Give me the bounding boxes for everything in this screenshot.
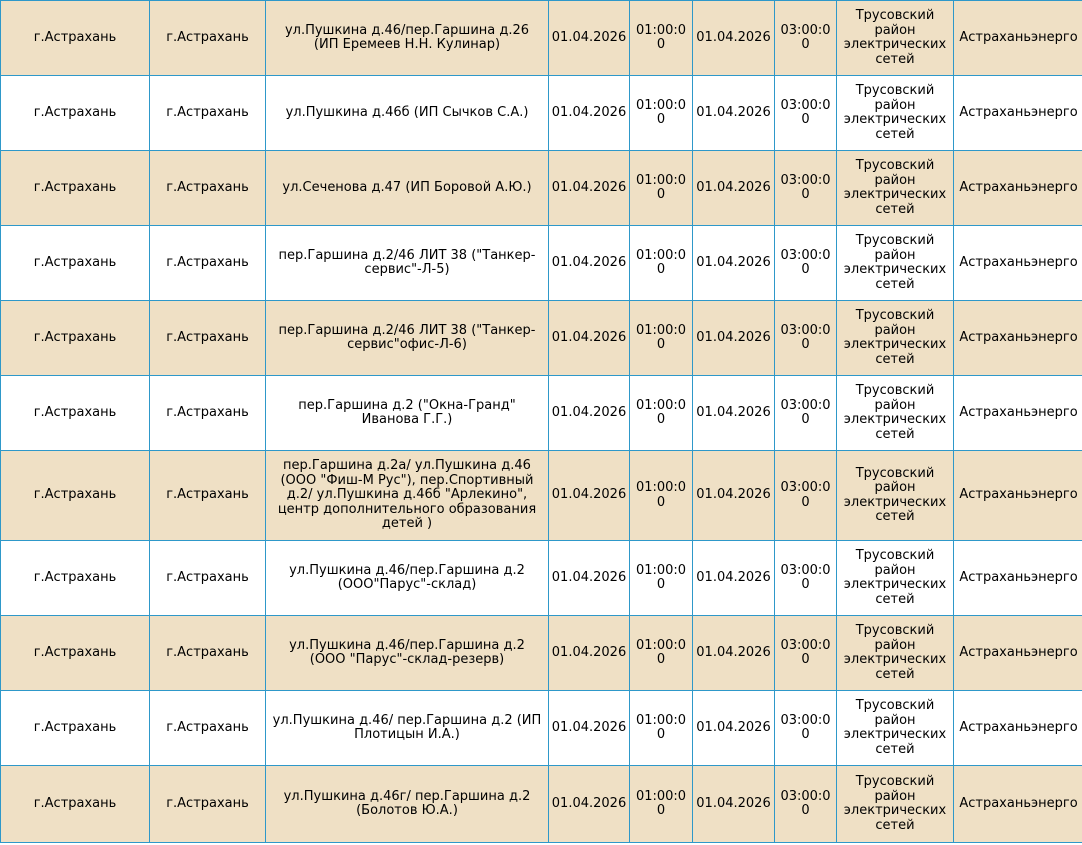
region-cell: г.Астрахань — [1, 616, 150, 691]
district-cell: Трусовский район электрических сетей — [837, 766, 954, 843]
district-cell: Трусовский район электрических сетей — [837, 151, 954, 226]
end-time-cell: 03:00:00 — [775, 1, 837, 76]
table-row — [1, 616, 1082, 691]
city-cell: г.Астрахань — [150, 616, 266, 691]
table-row — [1, 1, 1082, 76]
start-time-cell: 01:00:00 — [630, 691, 693, 766]
region-cell: г.Астрахань — [1, 376, 150, 451]
start-time-cell: 01:00:00 — [630, 151, 693, 226]
district-cell: Трусовский район электрических сетей — [837, 301, 954, 376]
start-time-cell: 01:00:00 — [630, 616, 693, 691]
end-date-cell: 01.04.2026 — [693, 376, 775, 451]
start-time-cell: 01:00:00 — [630, 766, 693, 843]
start-date-cell: 01.04.2026 — [549, 301, 630, 376]
address-cell: пер.Гаршина д.2/46 ЛИТ 38 ("Танкер-сервис"офис-Л-6) — [266, 301, 549, 376]
region-cell: г.Астрахань — [1, 766, 150, 843]
address-cell: ул.Пушкина д.46б (ИП Сычков С.А.) — [266, 76, 549, 151]
end-time-cell: 03:00:00 — [775, 616, 837, 691]
table-row — [1, 151, 1082, 226]
city-cell: г.Астрахань — [150, 541, 266, 616]
start-date-cell: 01.04.2026 — [549, 151, 630, 226]
end-date-cell: 01.04.2026 — [693, 766, 775, 843]
address-cell: пер.Гаршина д.2 ("Окна-Гранд" Иванова Г.Г.) — [266, 376, 549, 451]
start-date-cell: 01.04.2026 — [549, 376, 630, 451]
organization-cell: Астраханьэнерго — [954, 376, 1082, 451]
city-cell: г.Астрахань — [150, 226, 266, 301]
start-time-cell: 01:00:00 — [630, 1, 693, 76]
end-date-cell: 01.04.2026 — [693, 226, 775, 301]
city-cell: г.Астрахань — [150, 301, 266, 376]
table-row — [1, 541, 1082, 616]
table-row — [1, 76, 1082, 151]
address-cell: пер.Гаршина д.2/46 ЛИТ 38 ("Танкер-сервис"-Л-5) — [266, 226, 549, 301]
city-cell: г.Астрахань — [150, 1, 266, 76]
start-date-cell: 01.04.2026 — [549, 766, 630, 843]
district-cell: Трусовский район электрических сетей — [837, 451, 954, 541]
start-date-cell: 01.04.2026 — [549, 541, 630, 616]
district-cell: Трусовский район электрических сетей — [837, 541, 954, 616]
address-cell: ул.Пушкина д.46/пер.Гаршина д.2 (ООО "Парус"-склад-резерв) — [266, 616, 549, 691]
table-row — [1, 451, 1082, 541]
end-time-cell: 03:00:00 — [775, 151, 837, 226]
end-date-cell: 01.04.2026 — [693, 616, 775, 691]
start-date-cell: 01.04.2026 — [549, 1, 630, 76]
end-time-cell: 03:00:00 — [775, 451, 837, 541]
city-cell: г.Астрахань — [150, 691, 266, 766]
table-row — [1, 226, 1082, 301]
table-row — [1, 766, 1082, 843]
city-cell: г.Астрахань — [150, 376, 266, 451]
district-cell: Трусовский район электрических сетей — [837, 76, 954, 151]
end-time-cell: 03:00:00 — [775, 541, 837, 616]
end-time-cell: 03:00:00 — [775, 226, 837, 301]
end-date-cell: 01.04.2026 — [693, 691, 775, 766]
organization-cell: Астраханьэнерго — [954, 151, 1082, 226]
organization-cell: Астраханьэнерго — [954, 541, 1082, 616]
end-date-cell: 01.04.2026 — [693, 301, 775, 376]
end-date-cell: 01.04.2026 — [693, 451, 775, 541]
start-time-cell: 01:00:00 — [630, 301, 693, 376]
region-cell: г.Астрахань — [1, 451, 150, 541]
end-time-cell: 03:00:00 — [775, 691, 837, 766]
table-row — [1, 301, 1082, 376]
city-cell: г.Астрахань — [150, 151, 266, 226]
organization-cell: Астраханьэнерго — [954, 616, 1082, 691]
district-cell: Трусовский район электрических сетей — [837, 226, 954, 301]
city-cell: г.Астрахань — [150, 76, 266, 151]
region-cell: г.Астрахань — [1, 226, 150, 301]
end-time-cell: 03:00:00 — [775, 76, 837, 151]
address-cell: ул.Пушкина д.46г/ пер.Гаршина д.2 (Болотов Ю.А.) — [266, 766, 549, 843]
organization-cell: Астраханьэнерго — [954, 766, 1082, 843]
organization-cell: Астраханьэнерго — [954, 301, 1082, 376]
start-time-cell: 01:00:00 — [630, 226, 693, 301]
end-time-cell: 03:00:00 — [775, 766, 837, 843]
region-cell: г.Астрахань — [1, 76, 150, 151]
city-cell: г.Астрахань — [150, 451, 266, 541]
start-date-cell: 01.04.2026 — [549, 226, 630, 301]
city-cell: г.Астрахань — [150, 766, 266, 843]
organization-cell: Астраханьэнерго — [954, 76, 1082, 151]
region-cell: г.Астрахань — [1, 541, 150, 616]
start-time-cell: 01:00:00 — [630, 76, 693, 151]
district-cell: Трусовский район электрических сетей — [837, 1, 954, 76]
start-date-cell: 01.04.2026 — [549, 616, 630, 691]
start-time-cell: 01:00:00 — [630, 451, 693, 541]
region-cell: г.Астрахань — [1, 151, 150, 226]
start-time-cell: 01:00:00 — [630, 541, 693, 616]
end-date-cell: 01.04.2026 — [693, 151, 775, 226]
district-cell: Трусовский район электрических сетей — [837, 376, 954, 451]
region-cell: г.Астрахань — [1, 1, 150, 76]
organization-cell: Астраханьэнерго — [954, 1, 1082, 76]
end-date-cell: 01.04.2026 — [693, 1, 775, 76]
table-row — [1, 691, 1082, 766]
address-cell: пер.Гаршина д.2а/ ул.Пушкина д.46 (ООО "Фиш-М Рус"), пер.Спортивный д.2/ ул.Пушкина д.46б "Арлекино", центр дополнительного образования детей ) — [266, 451, 549, 541]
district-cell: Трусовский район электрических сетей — [837, 616, 954, 691]
start-time-cell: 01:00:00 — [630, 376, 693, 451]
end-date-cell: 01.04.2026 — [693, 76, 775, 151]
district-cell: Трусовский район электрических сетей — [837, 691, 954, 766]
start-date-cell: 01.04.2026 — [549, 76, 630, 151]
organization-cell: Астраханьэнерго — [954, 451, 1082, 541]
table-row — [1, 376, 1082, 451]
address-cell: ул.Пушкина д.46/пер.Гаршина д.26 (ИП Еремеев Н.Н. Кулинар) — [266, 1, 549, 76]
region-cell: г.Астрахань — [1, 301, 150, 376]
address-cell: ул.Сеченова д.47 (ИП Боровой А.Ю.) — [266, 151, 549, 226]
organization-cell: Астраханьэнерго — [954, 691, 1082, 766]
address-cell: ул.Пушкина д.46/пер.Гаршина д.2 (ООО"Парус"-склад) — [266, 541, 549, 616]
end-date-cell: 01.04.2026 — [693, 541, 775, 616]
organization-cell: Астраханьэнерго — [954, 226, 1082, 301]
start-date-cell: 01.04.2026 — [549, 691, 630, 766]
start-date-cell: 01.04.2026 — [549, 451, 630, 541]
end-time-cell: 03:00:00 — [775, 376, 837, 451]
address-cell: ул.Пушкина д.46/ пер.Гаршина д.2 (ИП Плотицын И.А.) — [266, 691, 549, 766]
end-time-cell: 03:00:00 — [775, 301, 837, 376]
region-cell: г.Астрахань — [1, 691, 150, 766]
